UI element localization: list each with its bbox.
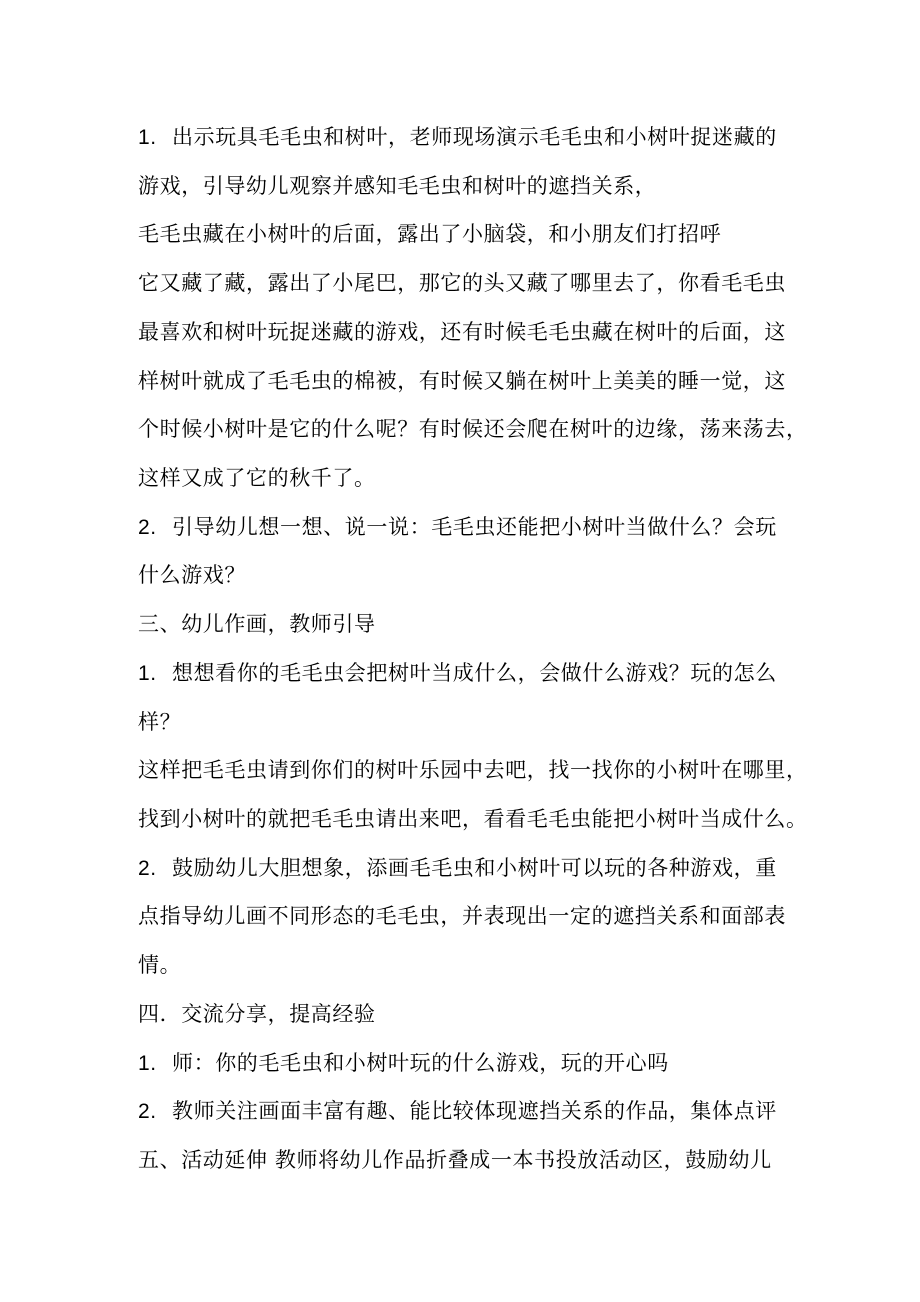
text-line <box>138 707 798 737</box>
line-text: 师：你的毛毛虫和小树叶玩的什么游戏，玩的开心吗 <box>172 1051 669 1075</box>
text-line <box>138 804 808 834</box>
line-text: 三、幼儿作画，教师引导 <box>138 612 376 636</box>
text-line <box>138 463 798 493</box>
line-text: 四．交流分享，提高经验 <box>138 1002 376 1026</box>
text-line <box>138 901 798 931</box>
text-line <box>138 171 798 201</box>
list-number: 1. <box>138 662 157 685</box>
text-line <box>138 366 798 396</box>
text-line <box>138 755 808 785</box>
line-text: 样？ <box>138 710 182 734</box>
text-line <box>138 268 798 298</box>
list-number: 1. <box>138 1052 157 1075</box>
line-text: 毛毛虫藏在小树叶的后面，露出了小脑袋，和小朋友们打招呼 <box>138 222 722 246</box>
line-text: 鼓励幼儿大胆想象，添画毛毛虫和小树叶可以玩的各种游戏，重 <box>172 856 777 880</box>
line-text: 情。 <box>138 953 182 977</box>
text-line <box>138 219 798 249</box>
list-number: 2. <box>138 1100 157 1123</box>
line-text: 最喜欢和树叶玩捉迷藏的游戏，还有时候毛毛虫藏在树叶的后面，这 <box>138 320 786 344</box>
text-line <box>138 560 798 590</box>
text-line <box>138 512 798 543</box>
list-number: 2. <box>138 857 157 880</box>
text-line <box>138 853 798 884</box>
line-text: 它又藏了藏，露出了小尾巴，那它的头又藏了哪里去了，你看毛毛虫 <box>138 271 786 295</box>
line-text: 想想看你的毛毛虫会把树叶当成什么，会做什么游戏？玩的怎么 <box>172 661 777 685</box>
text-line <box>138 950 798 980</box>
text-line <box>138 317 798 347</box>
text-line <box>138 122 798 153</box>
text-line <box>138 414 808 444</box>
line-text: 这样把毛毛虫请到你们的树叶乐园中去吧，找一找你的小树叶在哪里， <box>138 758 808 782</box>
line-text: 引导幼儿想一想、说一说：毛毛虫还能把小树叶当做什么？会玩 <box>172 515 777 539</box>
line-text: 找到小树叶的就把毛毛虫请出来吧，看看毛毛虫能把小树叶当成什么。 <box>138 807 808 831</box>
line-text: 出示玩具毛毛虫和树叶，老师现场演示毛毛虫和小树叶捉迷藏的 <box>172 125 777 149</box>
text-line <box>138 1096 798 1127</box>
line-text: 这样又成了它的秋千了。 <box>138 466 376 490</box>
section-heading <box>138 1145 798 1175</box>
section-heading <box>138 609 798 639</box>
line-text: 游戏，引导幼儿观察并感知毛毛虫和树叶的遮挡关系， <box>138 174 657 198</box>
line-text: 个时候小树叶是它的什么呢？有时候还会爬在树叶的边缘，荡来荡去， <box>138 417 808 441</box>
line-text: 教师关注画面丰富有趣、能比较体现遮挡关系的作品，集体点评 <box>172 1099 777 1123</box>
line-text: 点指导幼儿画不同形态的毛毛虫，并表现出一定的遮挡关系和面部表 <box>138 904 786 928</box>
line-text: 什么游戏？ <box>138 563 246 587</box>
text-line <box>138 658 798 689</box>
line-text: 五、活动延伸 教师将幼儿作品折叠成一本书投放活动区，鼓励幼儿 <box>138 1148 772 1172</box>
text-line <box>138 1048 798 1079</box>
section-heading <box>138 999 798 1029</box>
list-number: 1. <box>138 126 157 149</box>
list-number: 2. <box>138 516 157 539</box>
line-text: 样树叶就成了毛毛虫的棉被，有时候又躺在树叶上美美的睡一觉，这 <box>138 369 786 393</box>
